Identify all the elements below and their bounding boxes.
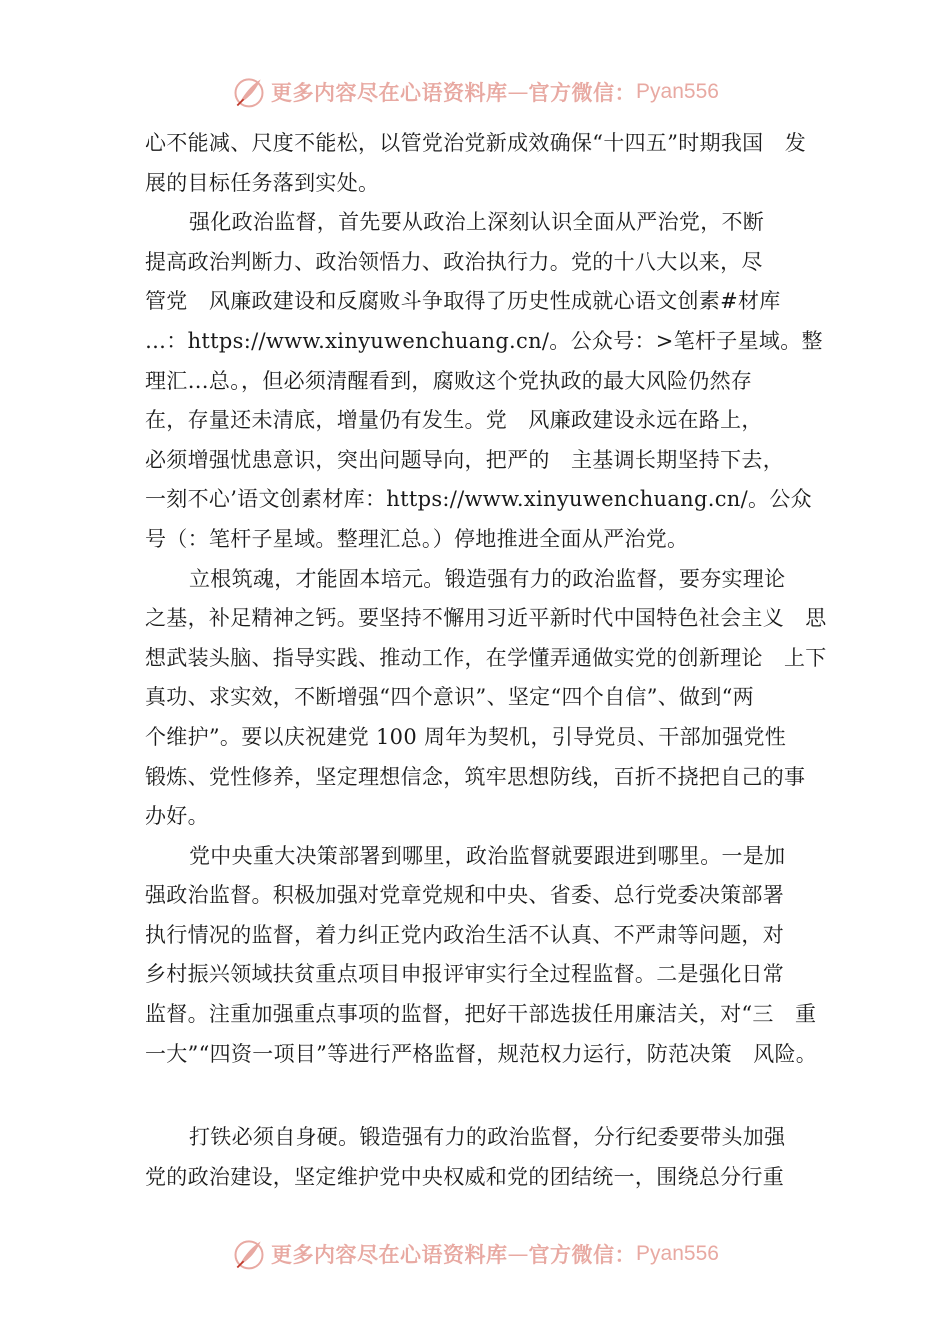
banner-separator: — xyxy=(507,1242,529,1266)
text-line: 一刻不心’语文创素材库：https://www.xinyuwenchuang.cn/。公众 xyxy=(145,487,812,512)
banner-wechat-id: Pyan556 xyxy=(636,1242,719,1265)
text-line: 立根筑魂，才能固本培元。锻造强有力的政治监督，要夯实理论 xyxy=(189,566,786,591)
text-line: 提高政治判断力、政治领悟力、政治执行力。党的十八大以来，尽 xyxy=(145,249,763,274)
banner-main-text: 更多内容尽在心语资料库 xyxy=(271,1243,508,1267)
text-line: 乡村振兴领域扶贫重点项目申报评审实行全过程监督。二是强化日常 xyxy=(145,962,784,987)
feather-pen-logo-icon xyxy=(231,1236,267,1272)
text-line: 锻炼、党性修养，坚定理想信念，筑牢思想防线，百折不挠把自己的事 xyxy=(145,764,806,789)
text-line: 一大”“四资一项目”等进行严格监督，规范权力运行，防范决策 风险。 xyxy=(145,1041,818,1066)
text-line: 在，存量还未清底，增量仍有发生。党 风廉政建设永远在路上， xyxy=(145,408,763,433)
text-line: 必须增强忧患意识，突出问题导向，把严的 主基调长期坚持下去， xyxy=(145,447,784,472)
banner-suffix-text: 官方微信： xyxy=(528,1243,637,1267)
paragraph xyxy=(145,560,827,837)
paragraph xyxy=(145,837,817,1075)
text-line: 强化政治监督，首先要从政治上深刻认识全面从严治党，不断 xyxy=(189,210,765,235)
text-line: 强政治监督。积极加强对党章党规和中央、省委、总行党委决策部署 xyxy=(145,883,784,908)
banner-main-text: 更多内容尽在心语资料库 xyxy=(271,81,508,105)
paragraph-gap xyxy=(145,1074,817,1118)
text-line: …：https://www.xinyuwenchuang.cn/。公众号：>笔杆子星域。整 xyxy=(145,328,823,353)
text-line: 理汇…总。，但必须清醒看到，腐败这个党执政的最大风险仍然存 xyxy=(145,368,753,393)
text-line: 想武装头脑、指导实践、推动工作，在学懂弄通做实党的创新理论 上下 xyxy=(145,645,827,670)
text-line: 打铁必须自身硬。锻造强有力的政治监督，分行纪委要带头加强 xyxy=(189,1125,786,1150)
text-line: 执行情况的监督，着力纠正党内政治生活不认真、不严肃等问题，对 xyxy=(145,922,784,947)
text-line: 号（：笔杆子星域。整理汇总。）停地推进全面从严治党。 xyxy=(145,526,689,551)
paragraph xyxy=(145,124,817,203)
feather-pen-logo-icon xyxy=(231,74,267,110)
footer-banner xyxy=(0,1232,950,1276)
banner-suffix-text: 官方微信： xyxy=(528,81,637,105)
header-banner xyxy=(0,70,950,114)
text-line: 监督。注重加强重点事项的监督，把好干部选拔任用廉洁关，对“三 重 xyxy=(145,1002,817,1027)
paragraph xyxy=(145,203,823,559)
text-line: 之基，补足精神之钙。要坚持不懈用习近平新时代中国特色社会主义 思 xyxy=(145,606,827,631)
text-line: 党的政治建设，坚定维护党中央权威和党的团结统一，围绕总分行重 xyxy=(145,1164,784,1189)
text-line: 办好。 xyxy=(145,804,209,829)
paragraph xyxy=(145,1118,817,1197)
document-body xyxy=(145,124,827,1197)
text-line: 展的目标任务落到实处。 xyxy=(145,170,380,195)
text-line: 心不能减、尺度不能松，以管党治党新成效确保“十四五”时期我国 发 xyxy=(145,131,807,155)
text-line: 个维护”。要以庆祝建党 100 周年为契机，引导党员、干部加强党性 xyxy=(145,724,787,749)
text-line: 党中央重大决策部署到哪里，政治监督就要跟进到哪里。一是加 xyxy=(189,843,786,868)
text-line: 真功、求实效，不断增强“四个意识”、坚定“四个自信”、做到“两 xyxy=(145,685,754,710)
banner-wechat-id: Pyan556 xyxy=(636,80,719,103)
text-line: 管党 风廉政建设和反腐败斗争取得了历史性成就心语文创素#材库 xyxy=(145,289,781,314)
banner-separator: — xyxy=(507,80,529,104)
